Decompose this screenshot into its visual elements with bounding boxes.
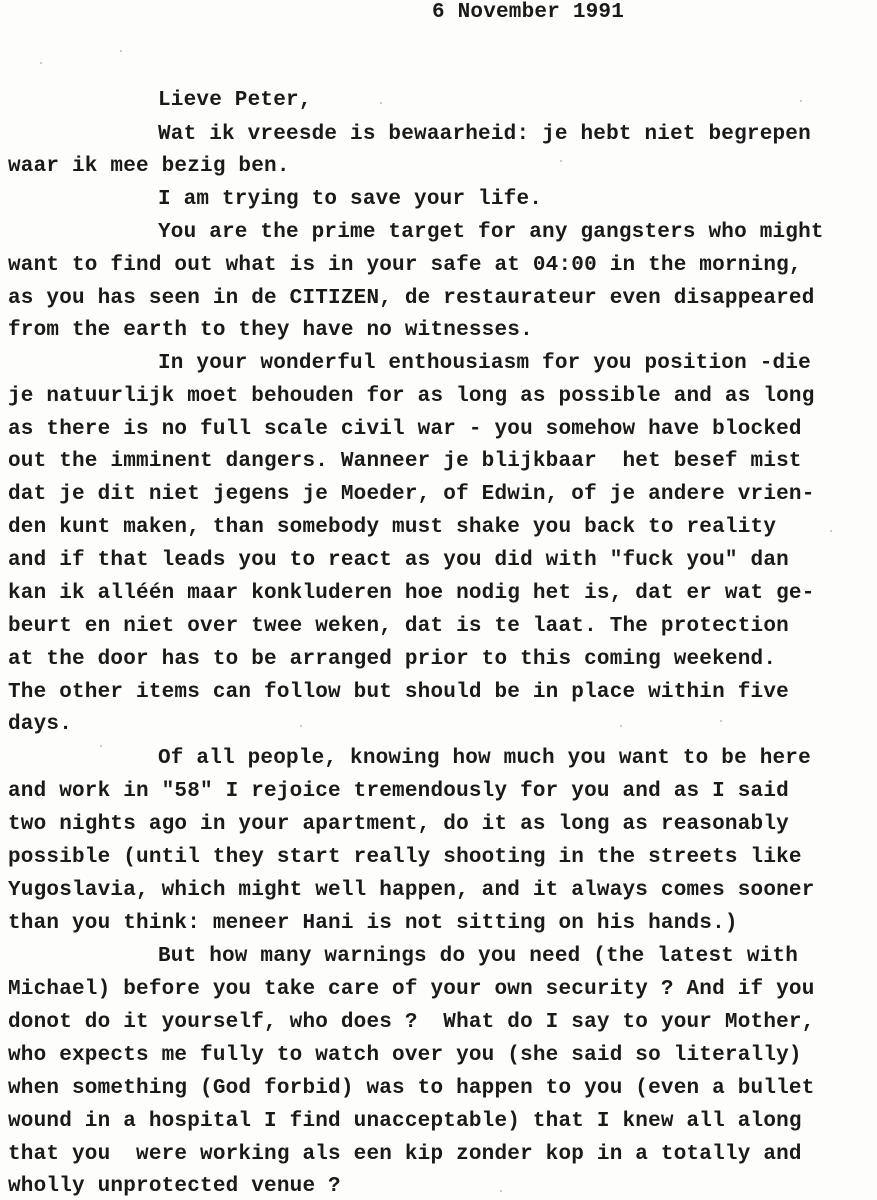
copy-speck [40, 62, 42, 64]
letter-line: je natuurlijk moet behouden for as long as possible and as long [8, 385, 815, 408]
letter-line: days. [8, 713, 73, 736]
copy-speck [620, 725, 622, 727]
letter-line: Michael) before you take care of your own security ? And if you [8, 978, 815, 1001]
copy-speck [380, 102, 382, 104]
letter-line: The other items can follow but should be in place within five [8, 681, 789, 704]
copy-speck [500, 1190, 502, 1192]
copy-speck [830, 530, 832, 532]
letter-line: that you were working als een kip zonder kop in a totally and [8, 1143, 802, 1166]
letter-line: at the door has to be arranged prior to this coming weekend. [8, 648, 777, 671]
copy-speck [560, 160, 562, 162]
letter-line: possible (until they start really shooting in the streets like [8, 846, 802, 869]
copy-speck [100, 745, 102, 747]
copy-speck [300, 725, 302, 727]
letter-line: when something (God forbid) was to happen to you (even a bullet [8, 1077, 815, 1100]
letter-line: Of all people, knowing how much you want to be here [158, 747, 811, 770]
letter-line: You are the prime target for any gangsters who might [158, 221, 824, 244]
letter-line: two nights ago in your apartment, do it as long as reasonably [8, 813, 789, 836]
letter-line: donot do it yourself, who does ? What do I say to your Mother, [8, 1011, 815, 1034]
letter-line: waar ik mee bezig ben. [8, 155, 290, 178]
letter-line: want to find out what is in your safe at 04:00 in the morning, [8, 254, 802, 277]
letter-line: But how many warnings do you need (the latest with [158, 945, 799, 968]
letter-line: In your wonderful enthousiasm for you position -die [158, 352, 811, 375]
letter-line: out the imminent dangers. Wanneer je blijkbaar het besef mist [8, 450, 802, 473]
letter-salutation: Lieve Peter, [158, 89, 312, 112]
letter-line: as you has seen in de CITIZEN, de restaurateur even disappeared [8, 287, 815, 310]
letter-line: as there is no full scale civil war - you somehow have blocked [8, 418, 802, 441]
letter-line: beurt en niet over twee weken, dat is te laat. The protection [8, 615, 789, 638]
letter-line: and if that leads you to react as you did with "fuck you" dan [8, 549, 789, 572]
letter-line: who expects me fully to watch over you (she said so literally) [8, 1044, 802, 1067]
letter-line: den kunt maken, than somebody must shake you back to reality [8, 516, 777, 539]
copy-speck [720, 720, 722, 722]
letter-line: Wat ik vreesde is bewaarheid: je hebt niet begrepen [158, 123, 811, 146]
letter-line: wholly unprotected venue ? [8, 1175, 341, 1198]
letter-line: I am trying to save your life. [158, 188, 543, 211]
letter-line: wound in a hospital I find unacceptable) that I knew all along [8, 1110, 802, 1133]
letter-line: and work in "58" I rejoice tremendously for you and as I said [8, 780, 789, 803]
letter-line: dat je dit niet jegens je Moeder, of Edwin, of je andere vrien- [8, 483, 815, 506]
letter-line: from the earth to they have no witnesses. [8, 319, 533, 342]
letter-line: Yugoslavia, which might well happen, and it always comes sooner [8, 879, 815, 902]
copy-speck [800, 100, 802, 102]
letter-line: than you think: meneer Hani is not sitting on his hands.) [8, 912, 738, 935]
letter-date: 6 November 1991 [432, 1, 625, 24]
copy-speck [120, 50, 122, 52]
letter-line: kan ik alléén maar konkluderen hoe nodig het is, dat er wat ge- [8, 582, 815, 605]
